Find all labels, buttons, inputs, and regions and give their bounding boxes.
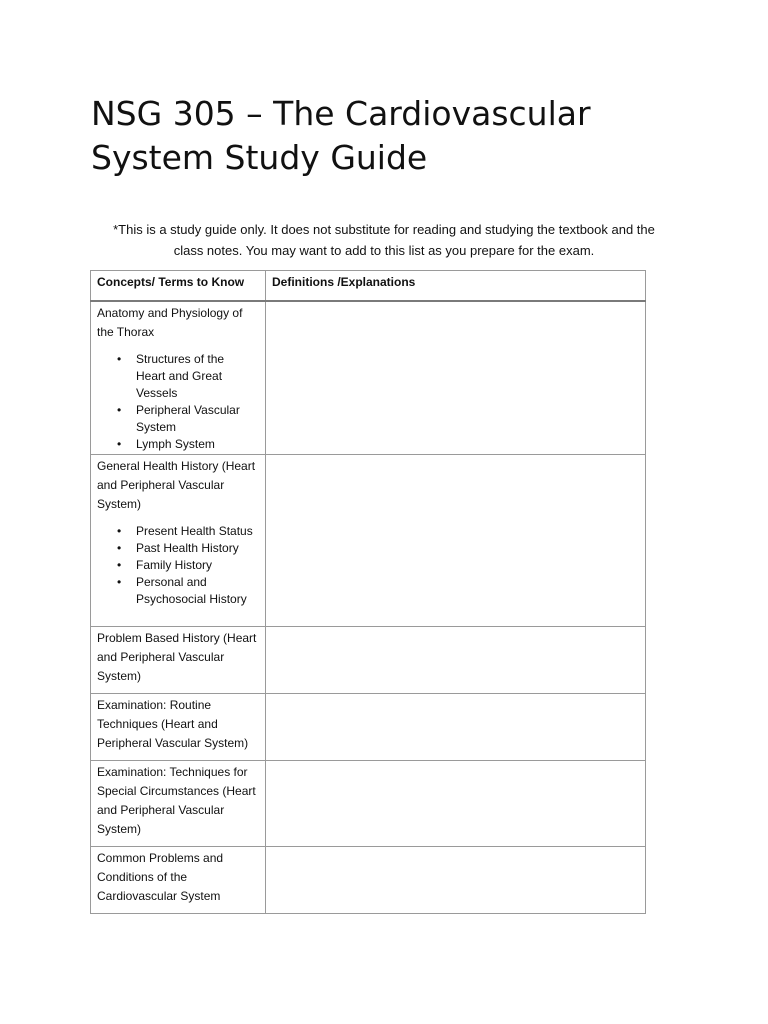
list-item (117, 436, 259, 453)
concept-topic: General Health History (Heart and Peripheral Vascular System) (97, 459, 256, 511)
table-row (91, 301, 646, 455)
title-line-1: NSG 305 – The Cardiovascular (91, 94, 591, 133)
table-row (91, 847, 646, 914)
definition-cell[interactable] (266, 847, 646, 914)
title-line-2: System Study Guide (91, 138, 428, 177)
header-concepts: Concepts/ Terms to Know (91, 271, 266, 301)
table-row (91, 627, 646, 694)
page-title (91, 92, 691, 180)
definition-cell[interactable] (266, 455, 646, 627)
bullet-icon: • (117, 558, 122, 572)
study-guide-table (90, 270, 646, 914)
concept-topic: Problem Based History (Heart and Peripheral Vascular System) (97, 631, 257, 683)
bullet-text: Present Health Status (136, 524, 253, 538)
concept-cell (91, 847, 266, 914)
definition-cell[interactable] (266, 694, 646, 761)
bullet-text: Personal and Psychosocial History (136, 575, 247, 606)
header-definitions: Definitions /Explanations (266, 271, 646, 301)
concept-cell (91, 301, 266, 455)
list-item (117, 351, 259, 402)
intro-line-1: *This is a study guide only. It does not substitute for reading and studying the textbook and the (113, 222, 655, 237)
intro-note (88, 219, 680, 261)
bullet-text: Lymph System (136, 436, 215, 451)
concept-cell (91, 694, 266, 761)
concept-cell (91, 761, 266, 847)
definition-cell[interactable] (266, 301, 646, 455)
bullet-text: Past Health History (136, 541, 239, 555)
bullet-text: Peripheral Vascular System (136, 402, 240, 434)
concept-topic: Examination: Routine Techniques (Heart and Peripheral Vascular System) (97, 698, 249, 750)
concept-bullet-list (97, 351, 259, 453)
list-item (117, 574, 259, 608)
concept-topic: Examination: Techniques for Special Circumstances (Heart and Peripheral Vascular System) (97, 765, 256, 836)
definition-cell[interactable] (266, 627, 646, 694)
bullet-text: Structures of the Heart and Great Vessels (136, 351, 225, 400)
list-item (117, 523, 259, 540)
bullet-icon: • (117, 524, 122, 538)
bullet-icon: • (117, 541, 122, 555)
intro-line-2: class notes. You may want to add to this list as you prepare for the exam. (173, 243, 595, 258)
list-item (117, 402, 259, 436)
concept-cell (91, 455, 266, 627)
bullet-icon: • (117, 436, 122, 451)
list-item (117, 557, 259, 574)
bullet-icon: • (117, 575, 122, 589)
concept-cell (91, 627, 266, 694)
list-item (117, 540, 259, 557)
bullet-text: Family History (136, 558, 213, 572)
table-row (91, 694, 646, 761)
table-header-row (91, 271, 646, 301)
table-row (91, 455, 646, 627)
concept-bullet-list (97, 523, 259, 608)
table-row (91, 761, 646, 847)
definition-cell[interactable] (266, 761, 646, 847)
bullet-icon: • (117, 351, 122, 366)
concept-topic: Common Problems and Conditions of the Cardiovascular System (97, 851, 224, 903)
concept-topic: Anatomy and Physiology of the Thorax (97, 305, 243, 339)
bullet-icon: • (117, 402, 122, 417)
